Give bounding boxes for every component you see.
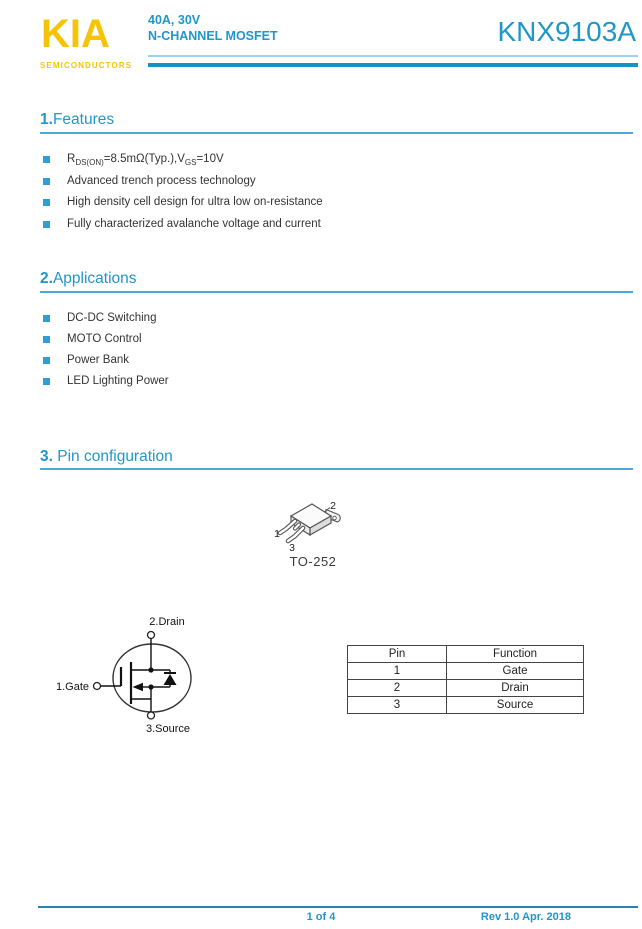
feature-item bbox=[43, 174, 256, 188]
pin-number-cell: 3 bbox=[348, 697, 447, 714]
footer-rule bbox=[38, 906, 638, 908]
pin-number-cell: 1 bbox=[348, 663, 447, 680]
bullet-square-icon bbox=[43, 221, 50, 228]
pin-function-cell: Gate bbox=[447, 663, 584, 680]
revision-text: Rev 1.0 Apr. 2018 bbox=[480, 911, 571, 923]
symbol-source-label: 3.Source bbox=[145, 723, 191, 735]
pinconfig-section-title bbox=[40, 448, 173, 466]
package-pin1-label: 1 bbox=[274, 528, 280, 540]
pin-table-header-row bbox=[348, 646, 584, 663]
applications-section-number: 2. bbox=[40, 270, 53, 287]
applications-section-label: Applications bbox=[52, 270, 137, 287]
feature-item-text: Advanced trench process technology bbox=[67, 175, 256, 187]
feature-item bbox=[43, 217, 321, 231]
to252-package-drawing bbox=[264, 492, 354, 556]
table-row bbox=[348, 697, 584, 714]
application-item-text: DC-DC Switching bbox=[67, 312, 157, 324]
pin-number-cell: 2 bbox=[348, 680, 447, 697]
application-item bbox=[43, 353, 129, 367]
feature-item-rds bbox=[43, 152, 224, 166]
bullet-square-icon bbox=[43, 199, 50, 206]
part-number: KNX9103A bbox=[497, 16, 636, 47]
device-type: N-CHANNEL MOSFET bbox=[148, 29, 278, 43]
applications-section-title bbox=[40, 270, 137, 288]
device-rating: 40A, 30V bbox=[148, 13, 201, 27]
features-section-label: Features bbox=[52, 111, 115, 128]
header-rule-thick bbox=[148, 63, 638, 67]
bullet-square-icon bbox=[43, 315, 50, 322]
page-number: 1 of 4 bbox=[306, 911, 336, 923]
pin-function-cell: Source bbox=[447, 697, 584, 714]
symbol-drain-label: 2.Drain bbox=[149, 616, 185, 628]
application-item bbox=[43, 332, 142, 346]
applications-underline bbox=[40, 291, 633, 293]
pin-table-header-function: Function bbox=[447, 646, 584, 663]
mosfet-symbol-drawing bbox=[40, 600, 235, 745]
symbol-gate-label: 1.Gate bbox=[55, 681, 89, 693]
pin-function-table bbox=[347, 645, 584, 714]
table-row bbox=[348, 663, 584, 680]
features-section-title bbox=[40, 111, 114, 129]
application-item bbox=[43, 311, 156, 325]
features-section-number: 1. bbox=[40, 111, 53, 128]
pinconfig-section-label: Pin configuration bbox=[52, 448, 173, 465]
bullet-square-icon bbox=[43, 378, 50, 385]
application-item-text: MOTO Control bbox=[67, 333, 142, 345]
pin-function-cell: Drain bbox=[447, 680, 584, 697]
logo-tagline: SEMICONDUCTORS bbox=[40, 61, 133, 70]
package-pin3-label: 3 bbox=[289, 542, 295, 554]
bullet-square-icon bbox=[43, 178, 50, 185]
bullet-square-icon bbox=[43, 336, 50, 343]
feature-item bbox=[43, 195, 323, 209]
features-underline bbox=[40, 132, 633, 134]
pinconfig-underline bbox=[40, 468, 633, 470]
bullet-square-icon bbox=[43, 357, 50, 364]
kia-logo: KIA bbox=[41, 12, 110, 56]
table-row bbox=[348, 680, 584, 697]
feature-item-text: Fully characterized avalanche voltage and current bbox=[67, 218, 321, 230]
feature-item-text: $R_{DS(ON)}=8.5m\Omega(Typ.),V_{GS}=10V$ bbox=[67, 153, 224, 167]
pin-table-header-pin: Pin bbox=[348, 646, 447, 663]
feature-item-text: High density cell design for ultra low on-resistance bbox=[67, 196, 323, 208]
header-rule-thin bbox=[148, 55, 638, 57]
application-item-text: LED Lighting Power bbox=[67, 375, 169, 387]
bullet-square-icon bbox=[43, 156, 50, 163]
pinconfig-section-number: 3. bbox=[40, 448, 53, 465]
package-pin2-label: 2 bbox=[330, 500, 336, 512]
package-name-label: TO-252 bbox=[289, 554, 337, 569]
application-item bbox=[43, 374, 169, 388]
application-item-text: Power Bank bbox=[67, 354, 130, 366]
